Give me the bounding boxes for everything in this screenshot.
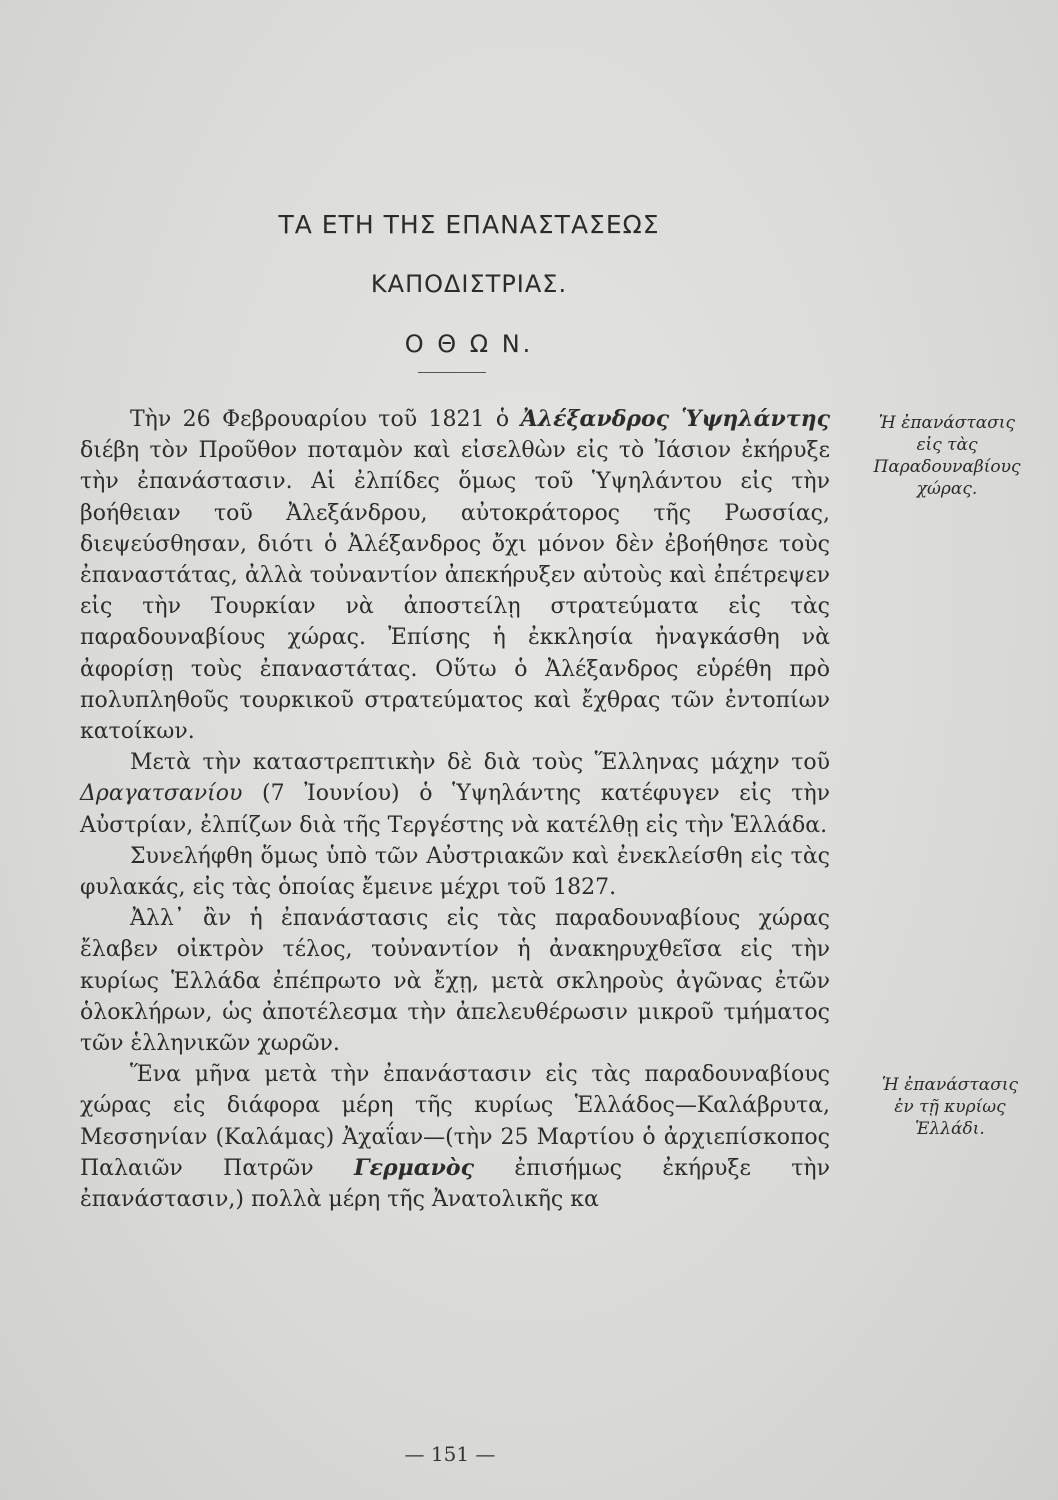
paragraph-5-text-b: ἐπισήμως ἐκήρυξε τὴν ἐπανάστασιν,) πολλὰ μέρη τῆς Ἀνατολικῆς κα [80,1155,830,1213]
margin-note-1 [852,412,1042,500]
margin-note-1-line-3: Παραδουναβίους [873,457,1021,477]
margin-note-2-line-3: Ἑλλάδι. [915,1119,985,1139]
place-name-dragatsani: Δραγατσανίου [80,781,243,807]
paragraph-2-text-a: Μετὰ τὴν καταστρεπτικὴν δὲ διὰ τοὺς Ἕλληνας μάχην τοῦ [130,750,830,776]
page-number: — 151 — [404,1442,496,1466]
chapter-title-line-3: Ο Θ Ω Ν. [404,330,534,358]
margin-note-2-line-2: ἐν τῇ κυρίως [894,1097,1006,1117]
person-name-ypsilantis: Ἀλέξανδρος Ὑψηλάντης [520,406,830,432]
margin-note-2-line-1: Ἡ ἐπανάστασις [881,1075,1019,1095]
chapter-title-line-2: ΚΑΠΟΔΙΣΤΡΙΑΣ. [370,270,568,298]
margin-note-1-line-1: Ἡ ἐπανάστασις [878,413,1016,433]
paragraph-4-text: Ἀλλ᾽ ἂν ἡ ἐπανάστασις εἰς τὰς παραδουναβίους χώρας ἔλαβεν οἰκτρὸν τέλος, τοὐναντίον ἡ ἀνακηρυχθεῖσα εἰς τὴν κυρίως Ἑλλάδα ἐπέπρωτο νὰ ἔχῃ, μετὰ σκληροὺς ἀγῶνας ἐτῶν ὁλοκλήρων, ὡς ἀποτέλεσμα τὴν ἀπελευθέρωσιν μικροῦ τμήματος τῶν ἑλληνικῶν χωρῶν. [80,906,830,1057]
paragraph-4 [80,903,830,1059]
paragraph-1-text-a: Τὴν 26 Φεβρουαρίου τοῦ 1821 ὁ [130,407,521,432]
paragraph-5 [80,1059,830,1215]
person-name-germanos: Γερμανὸς [353,1154,474,1181]
paragraph-1-text-b: διέβη τὸν Προῦθον ποταμὸν καὶ εἰσελθὼν εἰς τὸ Ἰάσιον ἐκήρυξε τὴν ἐπανάστασιν. Αἱ ἐλπίδες ὅμως τοῦ Ὑψηλάντου εἰς τὴν βοήθειαν τοῦ Ἀλεξάνδρου, αὐτοκράτορος τῆς Ρωσσίας, διεψεύσθησαν, διότι ὁ Ἀλέξανδρος ὄχι μόνον δὲν ἐβοήθησε τοὺς ἐπαναστάτας, ἀλλὰ τοὐναντίον ἀπεκήρυξεν αὐτοὺς καὶ ἐπέτρεψεν εἰς τὴν Τουρκίαν νὰ ἀποστείλῃ στρατεύματα εἰς τὰς παραδουναβίους χώρας. Ἐπίσης ἡ ἐκκλησία ἠναγκάσθη νὰ ἀφορίσῃ τοὺς ἐπαναστάτας. Οὕτω ὁ Ἀλέξανδρος εὑρέθη πρὸ πολυπληθοῦς τουρκικοῦ στρατεύματος καὶ ἔχθρας τῶν ἐντοπίων κατοίκων. [80,438,830,745]
paragraph-2 [80,747,830,841]
chapter-title-line-1: ΤΑ ΕΤΗ ΤΗΣ ΕΠΑΝΑΣΤΑΣΕΩΣ [278,210,660,239]
title-divider [418,372,486,373]
paragraph-3 [80,841,830,903]
margin-note-1-line-2: εἰς τὰς [916,435,978,455]
body-text [80,404,830,1215]
margin-note-2 [855,1074,1045,1140]
margin-note-1-line-4: χώρας. [916,479,978,499]
paragraph-1 [80,404,830,747]
paragraph-3-text: Συνελήφθη ὅμως ὑπὸ τῶν Αὐστριακῶν καὶ ἐνεκλείσθη εἰς τὰς φυλακάς, εἰς τὰς ὁποίας ἔμεινε μέχρι τοῦ 1827. [80,843,830,901]
paragraph-5-text-a: Ἕνα μῆνα μετὰ τὴν ἐπανάστασιν εἰς τὰς παραδουναβίους χώρας εἰς διάφορα μέρη τῆς κυρίως Ἑλλάδος—Καλάβρυτα, Μεσσηνίαν (Καλάμας) Ἀχαΐαν—(τὴν 25 Μαρτίου ὁ ἀρχιεπίσκοπος Παλαιῶν Πατρῶν [80,1062,830,1181]
paragraph-2-text-b: (7 Ἰουνίου) ὁ Ὑψηλάντης κατέφυγεν εἰς τὴν Αὐστρίαν, ἐλπίζων διὰ τῆς Τεργέστης νὰ κατέλθῃ εἰς τὴν Ἑλλάδα. [80,781,830,838]
